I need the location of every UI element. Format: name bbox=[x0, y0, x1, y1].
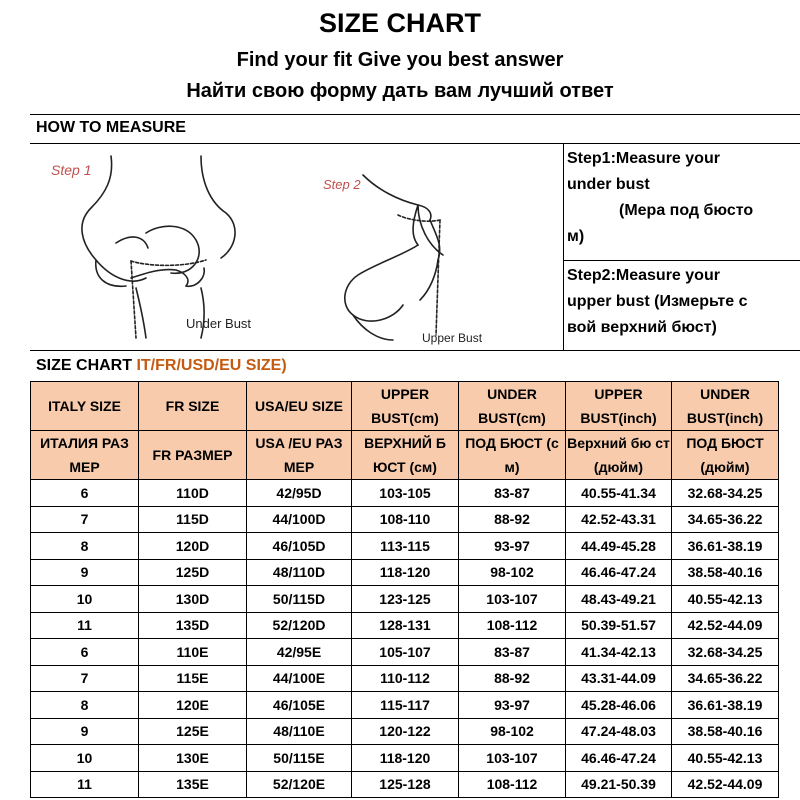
table-cell: 98-102 bbox=[459, 718, 566, 745]
table-cell: 128-131 bbox=[352, 612, 459, 639]
table-cell: 9 bbox=[31, 718, 139, 745]
table-cell: 98-102 bbox=[459, 559, 566, 586]
table-cell: 103-107 bbox=[459, 586, 566, 613]
step2-label: Step 2 bbox=[323, 177, 361, 192]
divider bbox=[30, 143, 800, 144]
column-header-en: USA/EU SIZE bbox=[247, 382, 352, 431]
table-cell: 45.28-46.06 bbox=[566, 692, 672, 719]
table-row bbox=[31, 771, 779, 798]
table-cell: 48/110E bbox=[247, 718, 352, 745]
table-row bbox=[31, 506, 779, 533]
table-cell: 108-110 bbox=[352, 506, 459, 533]
divider bbox=[563, 143, 564, 350]
table-cell: 120E bbox=[139, 692, 247, 719]
table-cell: 48/110D bbox=[247, 559, 352, 586]
header-row-ru bbox=[31, 431, 779, 480]
table-cell: 44/100E bbox=[247, 665, 352, 692]
table-cell: 38.58-40.16 bbox=[672, 718, 779, 745]
column-header-ru: Верхний бю ст (дюйм) bbox=[566, 431, 672, 480]
table-cell: 52/120D bbox=[247, 612, 352, 639]
table-cell: 48.43-49.21 bbox=[566, 586, 672, 613]
table-cell: 6 bbox=[31, 639, 139, 666]
table-cell: 47.24-48.03 bbox=[566, 718, 672, 745]
table-cell: 11 bbox=[31, 771, 139, 798]
subtitle-english: Find your fit Give you best answer bbox=[236, 49, 564, 71]
table-cell: 10 bbox=[31, 745, 139, 772]
table-row bbox=[31, 639, 779, 666]
divider bbox=[30, 114, 800, 115]
size-chart-heading bbox=[36, 357, 287, 375]
table-cell: 7 bbox=[31, 665, 139, 692]
column-header-en: FR SIZE bbox=[139, 382, 247, 431]
table-cell: 8 bbox=[31, 692, 139, 719]
table-row bbox=[31, 692, 779, 719]
table-cell: 118-120 bbox=[352, 745, 459, 772]
table-cell: 103-107 bbox=[459, 745, 566, 772]
table-cell: 93-97 bbox=[459, 692, 566, 719]
table-cell: 8 bbox=[31, 533, 139, 560]
table-cell: 115E bbox=[139, 665, 247, 692]
table-cell: 135E bbox=[139, 771, 247, 798]
table-cell: 7 bbox=[31, 506, 139, 533]
table-row bbox=[31, 665, 779, 692]
table-row bbox=[31, 612, 779, 639]
table-cell: 110-112 bbox=[352, 665, 459, 692]
table-cell: 120-122 bbox=[352, 718, 459, 745]
table-cell: 83-87 bbox=[459, 480, 566, 507]
column-header-en: UNDER BUST(cm) bbox=[459, 382, 566, 431]
divider bbox=[30, 350, 800, 351]
table-cell: 88-92 bbox=[459, 506, 566, 533]
step2-instructions bbox=[567, 263, 792, 341]
table-cell: 40.55-42.13 bbox=[672, 745, 779, 772]
column-header-en: UNDER BUST(inch) bbox=[672, 382, 779, 431]
table-cell: 125-128 bbox=[352, 771, 459, 798]
table-cell: 46.46-47.24 bbox=[566, 559, 672, 586]
table-cell: 125D bbox=[139, 559, 247, 586]
table-cell: 135D bbox=[139, 612, 247, 639]
table-cell: 44.49-45.28 bbox=[566, 533, 672, 560]
table-row bbox=[31, 586, 779, 613]
table-cell: 42/95D bbox=[247, 480, 352, 507]
step1-instructions bbox=[567, 146, 792, 250]
step2-text-line: Step2:Measure your bbox=[567, 267, 720, 284]
table-cell: 40.55-41.34 bbox=[566, 480, 672, 507]
table-cell: 130D bbox=[139, 586, 247, 613]
table-cell: 113-115 bbox=[352, 533, 459, 560]
table-cell: 32.68-34.25 bbox=[672, 480, 779, 507]
size-table-body bbox=[31, 480, 779, 798]
table-cell: 41.34-42.13 bbox=[566, 639, 672, 666]
table-cell: 9 bbox=[31, 559, 139, 586]
table-cell: 110D bbox=[139, 480, 247, 507]
table-cell: 36.61-38.19 bbox=[672, 692, 779, 719]
how-to-measure-heading: HOW TO MEASURE bbox=[36, 119, 186, 136]
table-cell: 49.21-50.39 bbox=[566, 771, 672, 798]
table-cell: 93-97 bbox=[459, 533, 566, 560]
table-cell: 115D bbox=[139, 506, 247, 533]
step2-text-line: upper bust (Измерьте с bbox=[567, 293, 748, 310]
table-cell: 38.58-40.16 bbox=[672, 559, 779, 586]
size-chart-heading-text: SIZE CHART bbox=[36, 357, 137, 374]
column-header-en: UPPER BUST(inch) bbox=[566, 382, 672, 431]
table-row bbox=[31, 533, 779, 560]
header-row-en bbox=[31, 382, 779, 431]
table-cell: 40.55-42.13 bbox=[672, 586, 779, 613]
table-row bbox=[31, 480, 779, 507]
column-header-ru: FR РАЗМЕР bbox=[139, 431, 247, 480]
table-cell: 36.61-38.19 bbox=[672, 533, 779, 560]
table-cell: 105-107 bbox=[352, 639, 459, 666]
table-cell: 115-117 bbox=[352, 692, 459, 719]
step2-illustration bbox=[318, 165, 518, 350]
table-cell: 50.39-51.57 bbox=[566, 612, 672, 639]
step2-caption: Upper Bust bbox=[422, 331, 483, 345]
table-row bbox=[31, 718, 779, 745]
table-cell: 110E bbox=[139, 639, 247, 666]
column-header-en: UPPER BUST(cm) bbox=[352, 382, 459, 431]
divider bbox=[563, 260, 800, 261]
step2-text-line: вой верхний бюст) bbox=[567, 319, 717, 336]
column-header-ru: ИТАЛИЯ РАЗ МЕР bbox=[31, 431, 139, 480]
table-cell: 32.68-34.25 bbox=[672, 639, 779, 666]
step1-illustration bbox=[36, 148, 266, 343]
step1-text-line: (Мера под бюсто bbox=[619, 202, 754, 219]
table-row bbox=[31, 745, 779, 772]
table-cell: 46/105E bbox=[247, 692, 352, 719]
table-cell: 11 bbox=[31, 612, 139, 639]
table-cell: 108-112 bbox=[459, 771, 566, 798]
column-header-en: ITALY SIZE bbox=[31, 382, 139, 431]
size-table-header bbox=[31, 382, 779, 480]
table-cell: 83-87 bbox=[459, 639, 566, 666]
table-cell: 50/115E bbox=[247, 745, 352, 772]
table-cell: 46/105D bbox=[247, 533, 352, 560]
subtitle-russian: Найти свою форму дать вам лучший ответ bbox=[186, 80, 614, 102]
table-cell: 103-105 bbox=[352, 480, 459, 507]
step1-text-line: м) bbox=[567, 228, 585, 245]
table-cell: 46.46-47.24 bbox=[566, 745, 672, 772]
table-cell: 125E bbox=[139, 718, 247, 745]
table-cell: 118-120 bbox=[352, 559, 459, 586]
step1-label: Step 1 bbox=[51, 162, 92, 178]
table-cell: 10 bbox=[31, 586, 139, 613]
table-cell: 108-112 bbox=[459, 612, 566, 639]
table-cell: 130E bbox=[139, 745, 247, 772]
step1-text-line: under bust bbox=[567, 176, 650, 193]
column-header-ru: ПОД БЮСТ (дюйм) bbox=[672, 431, 779, 480]
table-cell: 6 bbox=[31, 480, 139, 507]
table-cell: 123-125 bbox=[352, 586, 459, 613]
step1-caption: Under Bust bbox=[186, 316, 252, 331]
table-cell: 50/115D bbox=[247, 586, 352, 613]
table-row bbox=[31, 559, 779, 586]
column-header-ru: ПОД БЮСТ (с м) bbox=[459, 431, 566, 480]
table-cell: 42/95E bbox=[247, 639, 352, 666]
table-cell: 120D bbox=[139, 533, 247, 560]
column-header-ru: ВЕРХНИЙ Б ЮСТ (см) bbox=[352, 431, 459, 480]
column-header-ru: USA /EU РАЗ МЕР bbox=[247, 431, 352, 480]
size-table bbox=[30, 381, 779, 798]
table-cell: 34.65-36.22 bbox=[672, 665, 779, 692]
table-cell: 34.65-36.22 bbox=[672, 506, 779, 533]
page-title: SIZE CHART bbox=[319, 8, 481, 38]
table-cell: 42.52-44.09 bbox=[672, 771, 779, 798]
size-chart-heading-sizes: IT/FR/USD/EU SIZE) bbox=[136, 357, 287, 374]
table-cell: 52/120E bbox=[247, 771, 352, 798]
step1-text-line: Step1:Measure your bbox=[567, 150, 720, 167]
table-cell: 44/100D bbox=[247, 506, 352, 533]
table-cell: 42.52-44.09 bbox=[672, 612, 779, 639]
table-cell: 42.52-43.31 bbox=[566, 506, 672, 533]
table-cell: 43.31-44.09 bbox=[566, 665, 672, 692]
table-cell: 88-92 bbox=[459, 665, 566, 692]
